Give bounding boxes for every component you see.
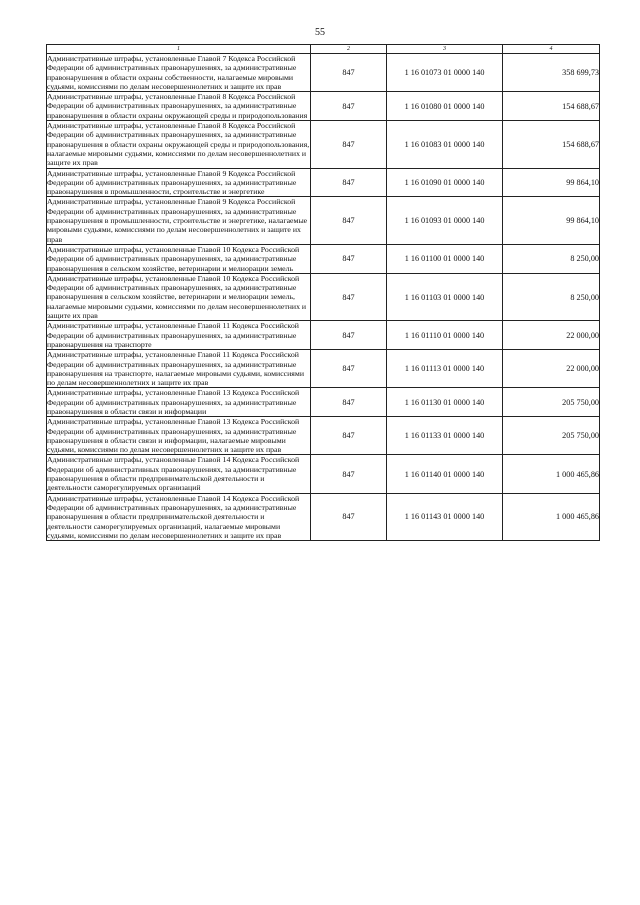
table-row [47,321,600,350]
revenue-name-cell: Административные штрафы, установленные Главой 10 Кодекса Российской Федерации об административных правонарушениях, за административные правонарушения в сельском хозяйстве, ветеринарии и мелиорации земель, налагаемые мировыми судьями, комиссиями по делам несовершеннолетних и защите их прав [47,273,311,320]
budget-classification-code-cell: 1 16 01093 01 0000 140 [387,197,503,244]
revenue-name-cell: Административные штрафы, установленные Главой 14 Кодекса Российской Федерации об административных правонарушениях, за административные правонарушения в области предпринимательской деятельности и деятельности саморегулируемых организаций [47,455,311,493]
table-row [47,54,600,92]
page-number: 55 [315,27,325,38]
amount-cell: 205 750,00 [503,417,600,455]
budget-classification-code-cell: 1 16 01100 01 0000 140 [387,244,503,273]
table-row [47,388,600,417]
table-row [47,350,600,388]
budget-classification-code-cell: 1 16 01073 01 0000 140 [387,54,503,92]
column-number-4: 4 [503,45,600,54]
table-row [47,92,600,121]
column-number-3: 3 [387,45,503,54]
revenue-name-cell: Административные штрафы, установленные Главой 14 Кодекса Российской Федерации об административных правонарушениях, за административные правонарушения в области предпринимательской деятельности и деятельности саморегулируемых организаций, налагаемые мировыми судьями, комиссиями по делам несовершеннолетних и защите их прав [47,493,311,540]
table-row [47,121,600,168]
amount-cell: 99 864,10 [503,197,600,244]
table-body [47,54,600,541]
table-header-row [47,45,600,54]
revenue-name-cell: Административные штрафы, установленные Главой 11 Кодекса Российской Федерации об административных правонарушениях, за административные правонарушения на транспорте [47,321,311,350]
table-row [47,455,600,493]
administrator-code-cell: 847 [311,54,387,92]
amount-cell: 22 000,00 [503,321,600,350]
amount-cell: 154 688,67 [503,121,600,168]
budget-classification-code-cell: 1 16 01080 01 0000 140 [387,92,503,121]
administrator-code-cell: 847 [311,244,387,273]
amount-cell: 22 000,00 [503,350,600,388]
table-row [47,197,600,244]
budget-classification-code-cell: 1 16 01143 01 0000 140 [387,493,503,540]
table-row [47,417,600,455]
column-number-1: 1 [47,45,311,54]
table-row [47,244,600,273]
budget-classification-code-cell: 1 16 01130 01 0000 140 [387,388,503,417]
revenue-name-cell: Административные штрафы, установленные Главой 8 Кодекса Российской Федерации об административных правонарушениях, за административные правонарушения в области охраны окружающей среды и природопользования, налагаемые мировыми судьями, комиссиями по делам несовершеннолетних и защите их прав [47,121,310,168]
administrator-code-cell: 847 [311,121,387,168]
amount-cell: 1 000 465,86 [503,455,600,493]
amount-cell: 8 250,00 [503,244,600,273]
administrator-code-cell: 847 [311,493,387,540]
administrator-code-cell: 847 [311,455,387,493]
revenue-name-cell: Административные штрафы, установленные Главой 13 Кодекса Российской Федерации об административных правонарушениях, за административные правонарушения в области связи и информации [47,388,311,417]
budget-classification-code-cell: 1 16 01113 01 0000 140 [387,350,503,388]
administrator-code-cell: 847 [311,388,387,417]
administrator-code-cell: 847 [311,350,387,388]
revenue-name-cell: Административные штрафы, установленные Главой 13 Кодекса Российской Федерации об административных правонарушениях, за административные правонарушения в области связи и информации, налагаемые мировыми судьями, комиссиями по делам несовершеннолетних и защите их прав [47,417,311,455]
amount-cell: 358 699,73 [503,54,600,92]
revenue-name-cell: Административные штрафы, установленные Главой 10 Кодекса Российской Федерации об административных правонарушениях, за административные правонарушения в сельском хозяйстве, ветеринарии и мелиорации земель [47,244,311,273]
administrator-code-cell: 847 [311,417,387,455]
amount-cell: 154 688,67 [503,92,600,121]
budget-classification-code-cell: 1 16 01090 01 0000 140 [387,168,503,197]
amount-cell: 8 250,00 [503,273,600,320]
budget-classification-code-cell: 1 16 01133 01 0000 140 [387,417,503,455]
amount-cell: 99 864,10 [503,168,600,197]
column-number-2: 2 [311,45,387,54]
budget-classification-code-cell: 1 16 01083 01 0000 140 [387,121,503,168]
budget-classification-code-cell: 1 16 01140 01 0000 140 [387,455,503,493]
table-row [47,168,600,197]
administrator-code-cell: 847 [311,168,387,197]
administrator-code-cell: 847 [311,92,387,121]
table-row [47,273,600,320]
budget-classification-code-cell: 1 16 01110 01 0000 140 [387,321,503,350]
table-row [47,493,600,540]
amount-cell: 205 750,00 [503,388,600,417]
revenue-name-cell: Административные штрафы, установленные Главой 9 Кодекса Российской Федерации об административных правонарушениях, за административные правонарушения в промышленности, строительстве и энергетике, налагаемые мировыми судьями, комиссиями по делам несовершеннолетних и защите их прав [47,197,311,244]
administrator-code-cell: 847 [311,197,387,244]
administrator-code-cell: 847 [311,321,387,350]
revenue-name-cell: Административные штрафы, установленные Главой 9 Кодекса Российской Федерации об административных правонарушениях, за административные правонарушения в промышленности, строительстве и энергетике [47,168,311,197]
revenue-table [46,44,600,541]
amount-cell: 1 000 465,86 [503,493,600,540]
budget-classification-code-cell: 1 16 01103 01 0000 140 [387,273,503,320]
administrator-code-cell: 847 [311,273,387,320]
revenue-name-cell: Административные штрафы, установленные Главой 7 Кодекса Российской Федерации об административных правонарушениях, за административные правонарушения в области охраны собственности, налагаемые мировыми судьями, комиссиями по делам несовершеннолетних и защите их прав [47,54,311,92]
revenue-name-cell: Административные штрафы, установленные Главой 11 Кодекса Российской Федерации об административных правонарушениях, за административные правонарушения на транспорте, налагаемые мировыми судьями, комиссиями по делам несовершеннолетних и защите их прав [47,350,311,388]
revenue-name-cell: Административные штрафы, установленные Главой 8 Кодекса Российской Федерации об административных правонарушениях, за административные правонарушения в области охраны окружающей среды и природопользования [47,92,311,121]
